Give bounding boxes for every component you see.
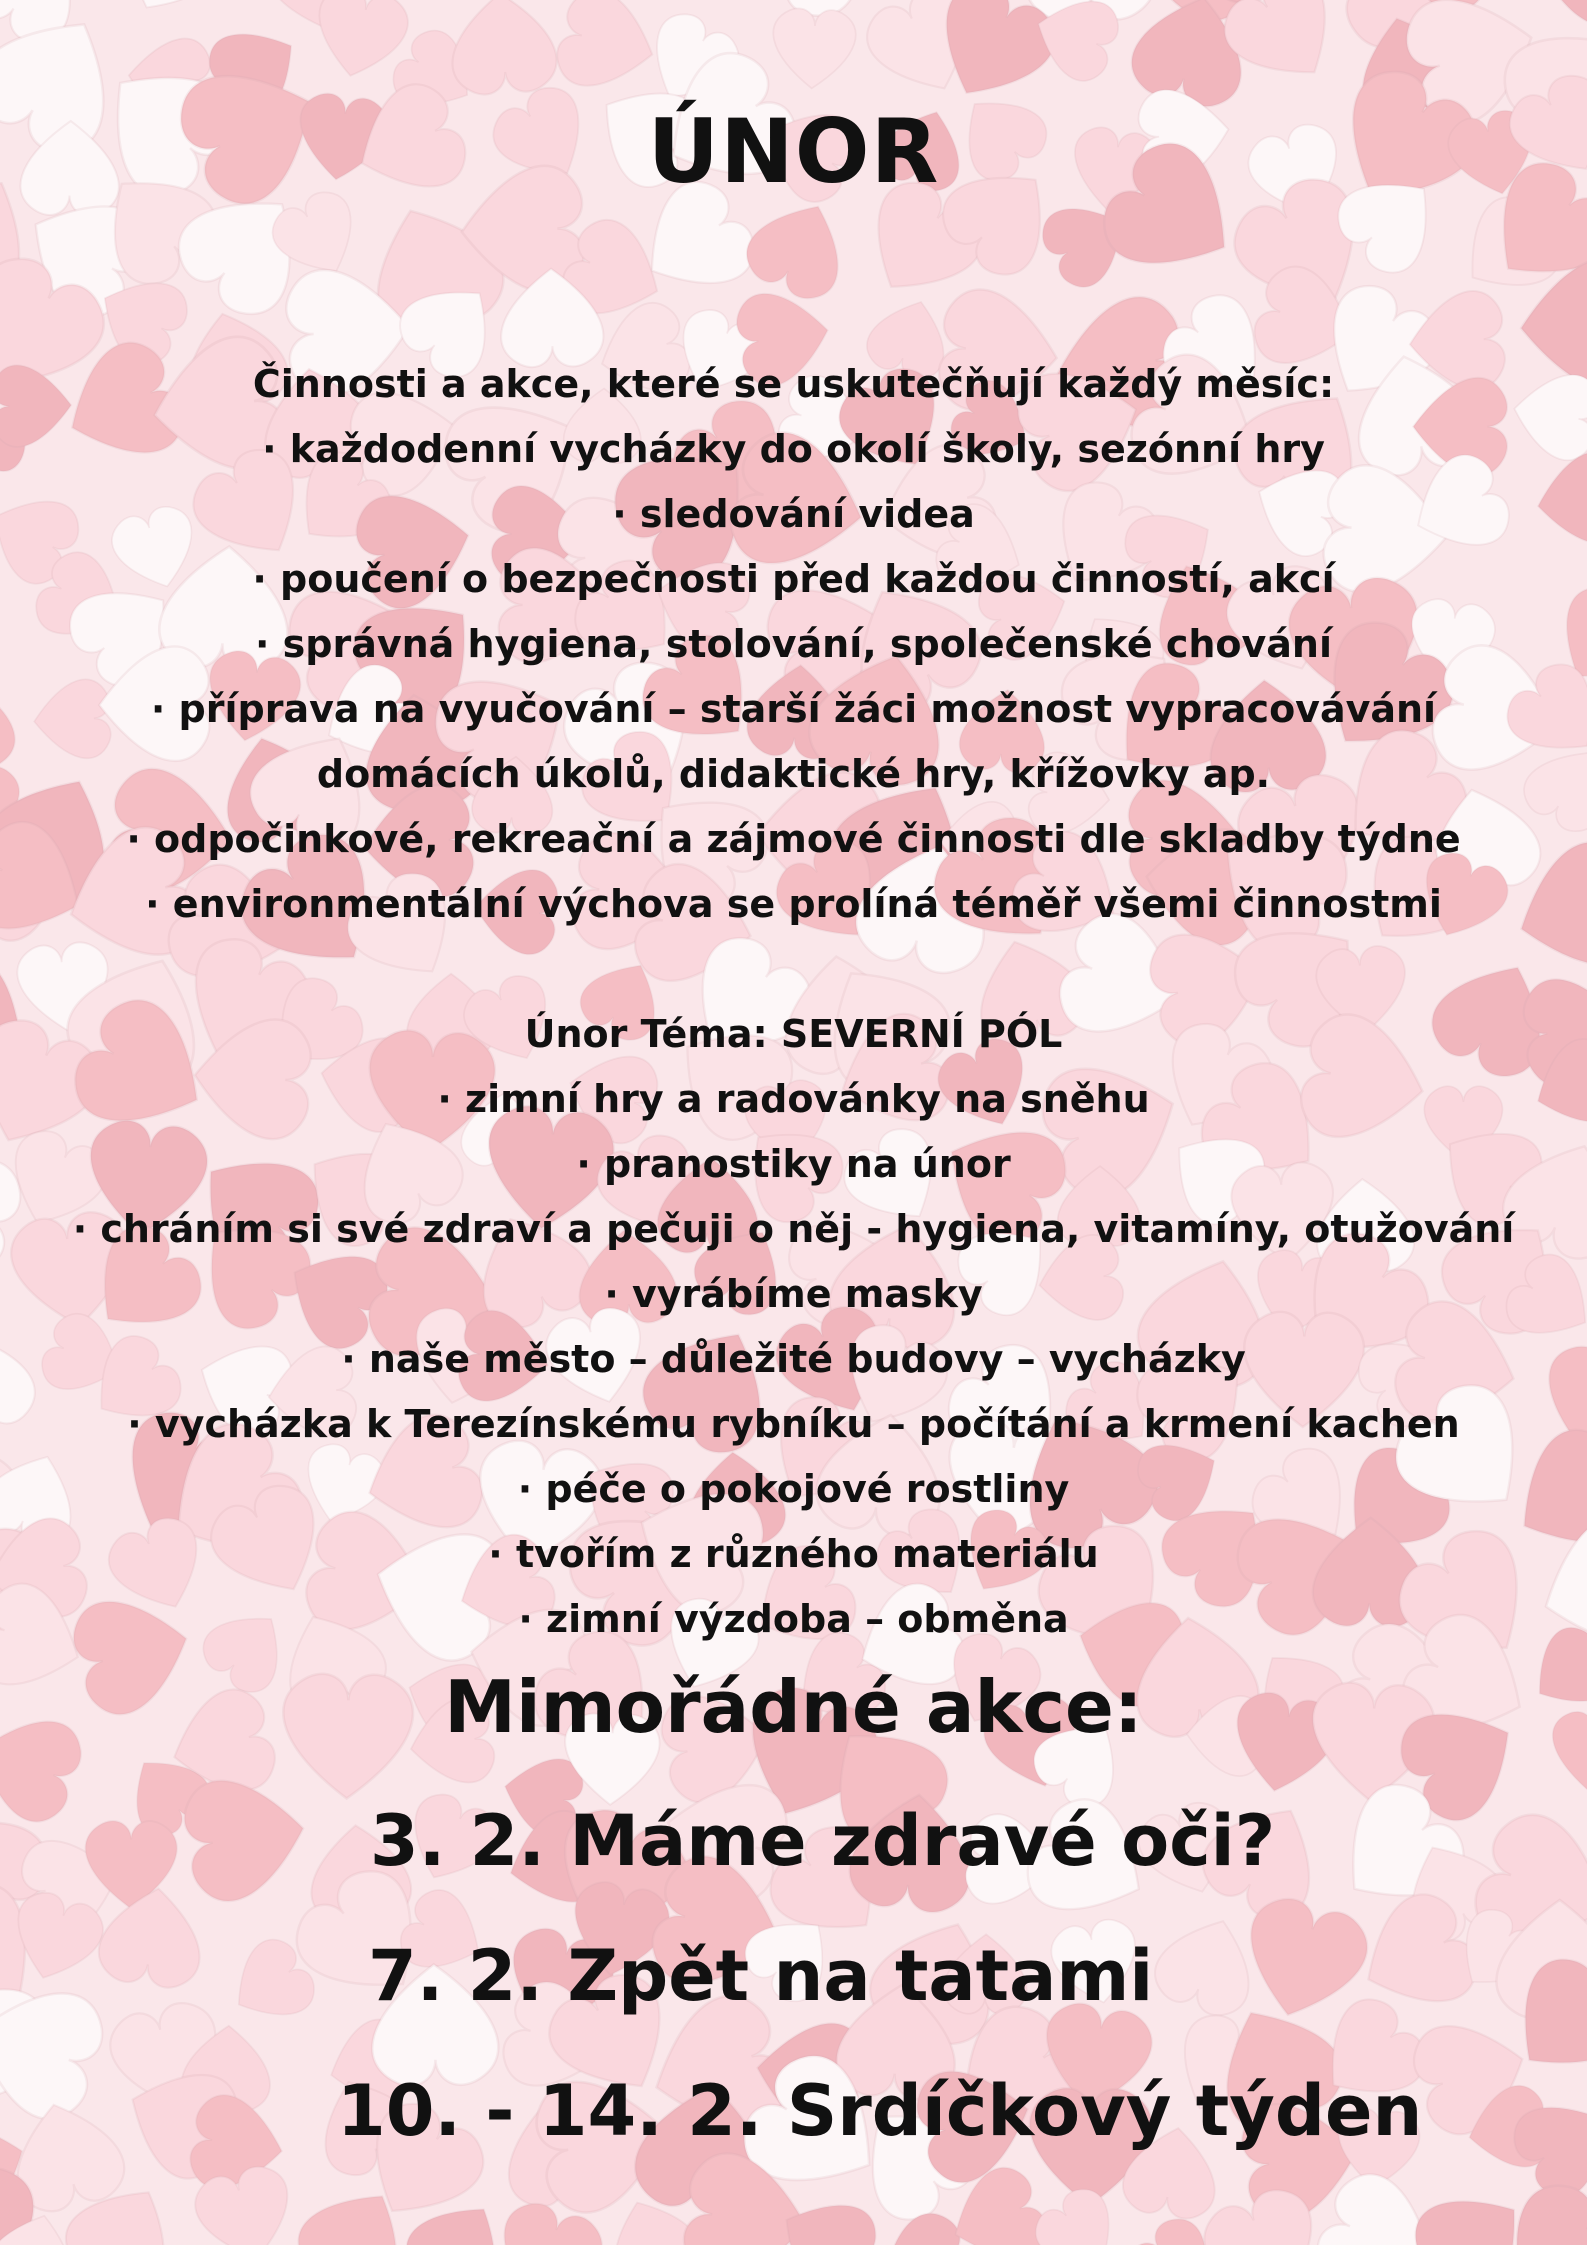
list-item: · vycházka k Terezínskému rybníku – počítání a krmení kachen xyxy=(127,1402,1460,1446)
list-item: · chráním si své zdraví a pečuji o něj - hygiena, vitamíny, otužování xyxy=(72,1207,1515,1251)
regular-activities-section xyxy=(0,352,1587,937)
list-item: · tvořím z různého materiálu xyxy=(488,1532,1099,1576)
list-item: · environmentální výchova se prolíná téměř všemi činnostmi xyxy=(145,882,1442,926)
list-item: · sledování videa xyxy=(612,492,975,536)
list-item: · správná hygiena, stolování, společenské chování xyxy=(254,622,1333,666)
theme-section xyxy=(0,1002,1587,1652)
list-item: · zimní hry a radovánky na sněhu xyxy=(437,1077,1150,1121)
list-item: · péče o pokojové rostliny xyxy=(517,1467,1070,1511)
list-item: domácích úkolů, didaktické hry, křížovky ap. xyxy=(316,752,1271,796)
page-title: ÚNOR xyxy=(647,100,940,203)
theme-heading: Únor Téma: SEVERNÍ PÓL xyxy=(524,1012,1063,1056)
list-item: · každodenní vycházky do okolí školy, sezónní hry xyxy=(262,427,1325,471)
list-item: · poučení o bezpečnosti před každou činností, akcí xyxy=(252,557,1335,601)
list-item: · naše město – důležité budovy – vycházky xyxy=(341,1337,1246,1381)
list-item: · vyrábíme masky xyxy=(604,1272,983,1316)
list-item: · odpočinkové, rekreační a zájmové činnosti dle skladby týdne xyxy=(126,817,1461,861)
list-item: · příprava na vyučování – starší žáci možnost vypracovávání xyxy=(150,687,1437,731)
special-event: 7. 2. Zpět na tatami xyxy=(368,1935,1154,2017)
regular-activities-heading: Činnosti a akce, které se uskutečňují každý měsíc: xyxy=(252,362,1335,406)
special-events-heading: Mimořádné akce: xyxy=(444,1665,1143,1749)
list-item: · pranostiky na únor xyxy=(576,1142,1011,1186)
special-event: 3. 2. Máme zdravé oči? xyxy=(370,1800,1276,1882)
special-event: 10. - 14. 2. Srdíčkový týden xyxy=(337,2070,1423,2152)
list-item: · zimní výzdoba – obměna xyxy=(518,1597,1069,1641)
